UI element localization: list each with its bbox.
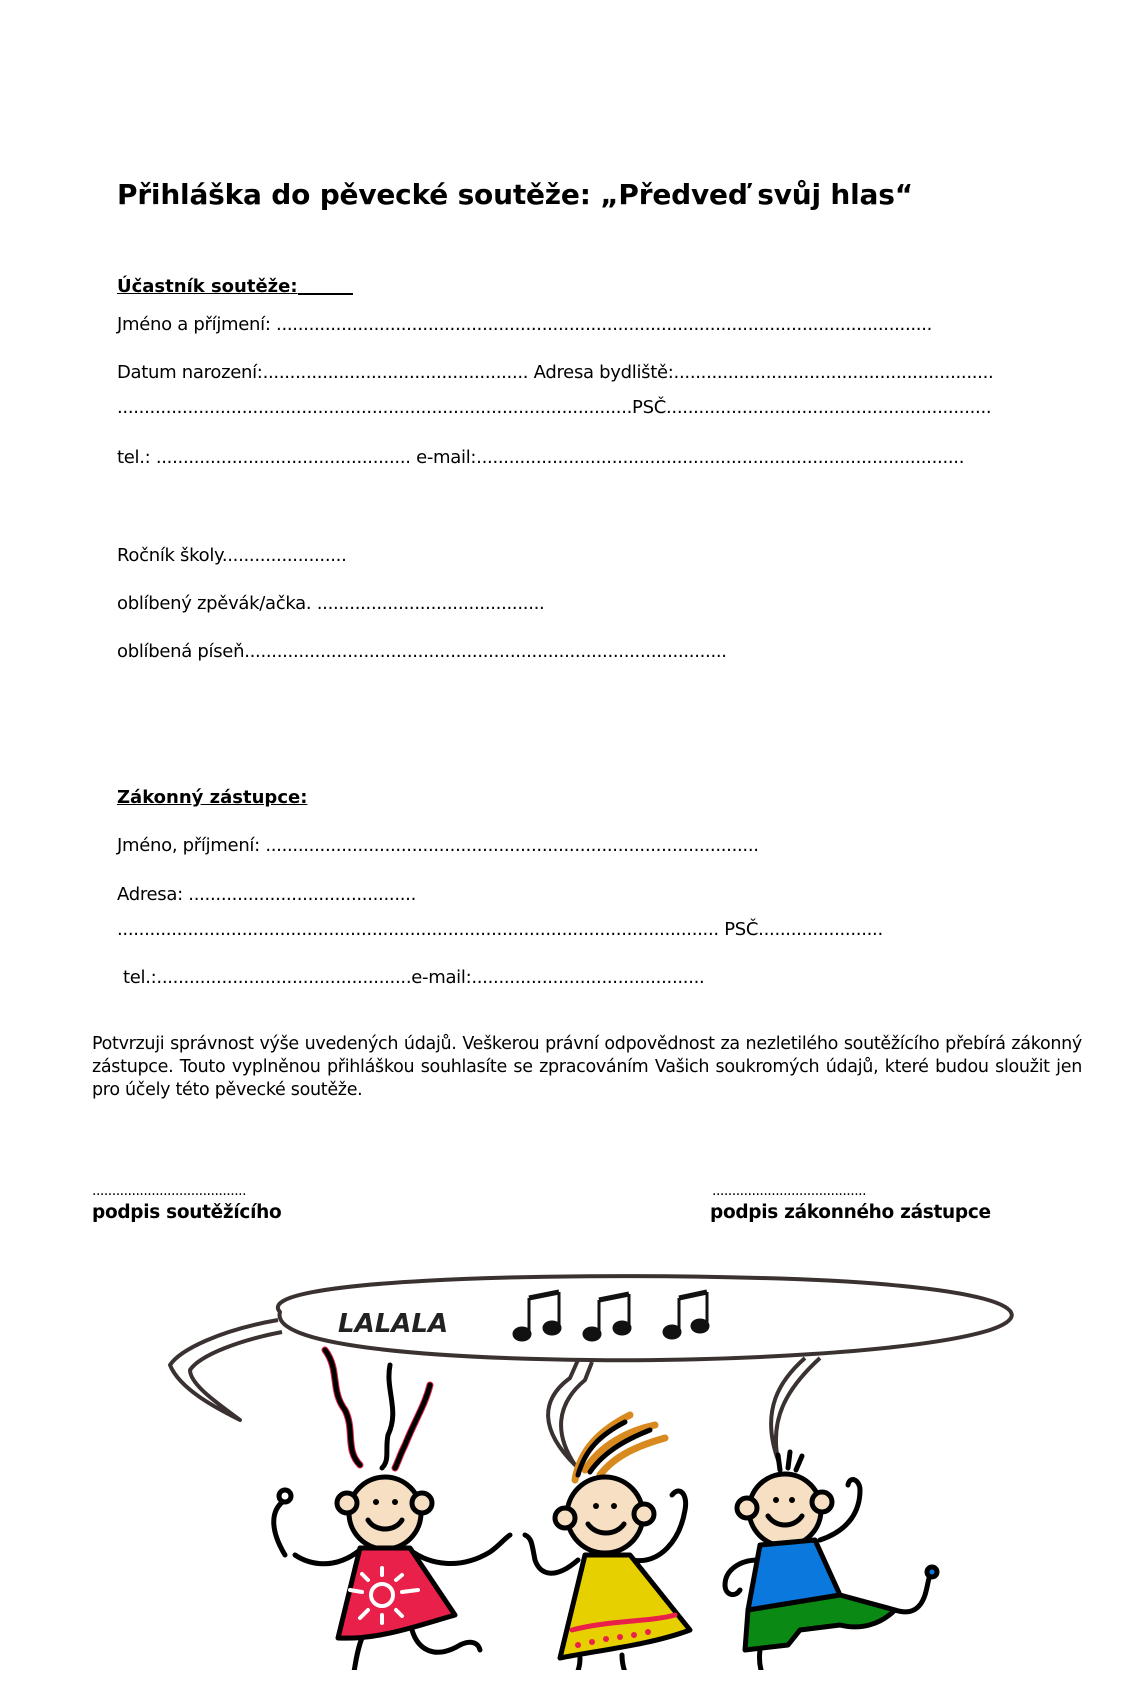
speech-text: LALALA (338, 1309, 449, 1339)
favorite-song-field[interactable]: oblíbená píseň......................................................................................... (117, 641, 727, 662)
child-girl-yellow-dress (525, 1415, 690, 1670)
participant-signature-label: podpis soutěžícího (92, 1202, 282, 1223)
guardian-name-field[interactable]: Jméno, příjmení: ........................................................................................... (117, 835, 759, 856)
guardian-signature-line[interactable]: ....................................... (712, 1183, 867, 1199)
participant-birth-address-field[interactable]: Datum narození:................................................. Adresa bydliště:........................................................... (117, 362, 994, 383)
guardian-signature-label: podpis zákonného zástupce (710, 1202, 991, 1223)
page-title: Přihláška do pěvecké soutěže: „Předveď svůj hlas“ (117, 178, 913, 211)
participant-phone-email-field[interactable]: tel.: ............................................... e-mail:.......................................................................................... (117, 447, 965, 468)
child-boy-blue-shirt (725, 1452, 937, 1670)
participant-name-field[interactable]: Jméno a příjmení: ......................................................................................................................... (117, 314, 933, 335)
speech-bubble (170, 1276, 1012, 1465)
participant-signature-line[interactable]: ....................................... (92, 1183, 247, 1199)
singing-children-illustration (160, 1270, 1020, 1670)
school-year-field[interactable]: Ročník školy....................... (117, 545, 347, 566)
consent-paragraph: Potvrzuji správnost výše uvedených údajů. Veškerou právní odpovědnost za nezletilého soutěžícího přebírá zákonný zástupce. Touto vyplněnou přihláškou souhlasíte se zpracováním Vašich soukromých údajů, které budou sloužit jen pro účely této pěvecké soutěže. (92, 1034, 1082, 1100)
guardian-heading: Zákonný zástupce: (117, 787, 308, 808)
guardian-address-field[interactable]: Adresa: .......................................... (117, 884, 417, 905)
favorite-singer-field[interactable]: oblíbený zpěvák/ačka. .......................................... (117, 593, 545, 614)
participant-heading (117, 276, 353, 297)
child-girl-red-dress (274, 1350, 510, 1670)
heading-underline-extension (298, 293, 353, 295)
participant-heading-text: Účastník soutěže: (117, 276, 298, 297)
participant-address-psc-field[interactable]: ...............................................................................................PSČ............................................................ (117, 397, 992, 418)
guardian-address-psc-field[interactable]: ............................................................................................................... PSČ....................... (117, 919, 883, 940)
guardian-phone-email-field[interactable]: tel.:...............................................e-mail:........................................... (123, 967, 705, 988)
